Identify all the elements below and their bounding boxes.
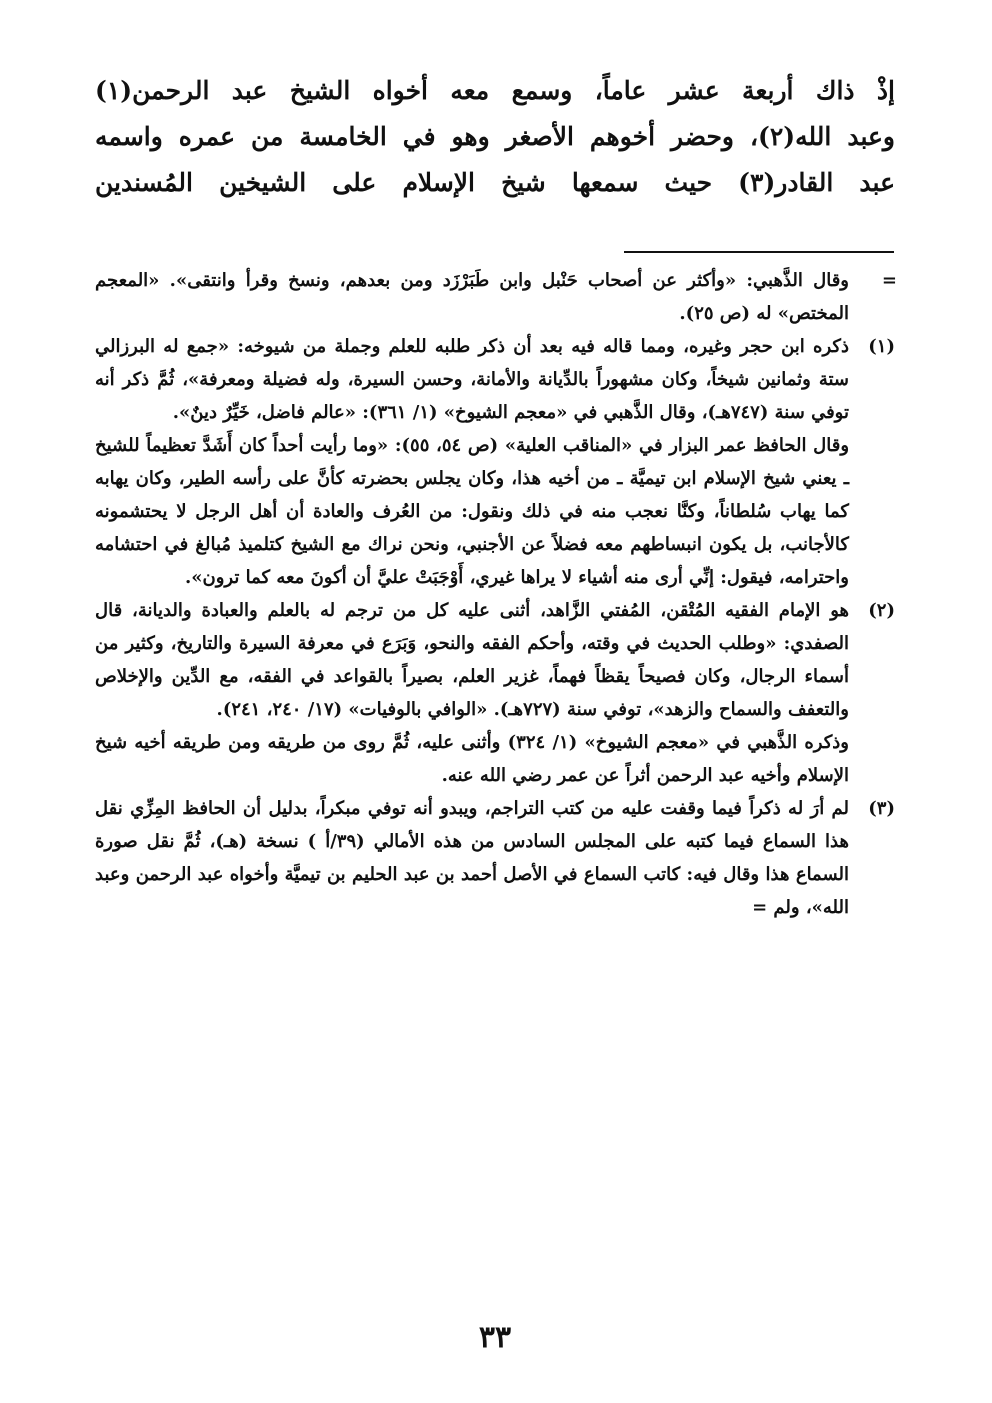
footnote-paragraph: ذكره ابن حجر وغيره، ومما قاله فيه بعد أن ذكر طلبه للعلم وجملة من شيوخه: «جمع له البرزالي ستة وثمانين شيخاً، وكان مشهوراً بالدِّيانة والأمانة، وحسن السيرة، وله فضيلة ومعرفة»، ثُمَّ ذكر أنه توفي سنة (٧٤٧هـ)، وقال الذَّهبي في «معجم الشيوخ» (١/ ٣٦١): «عالم فاضل، خَيِّرٌ دينٌ». (95, 336, 849, 423)
main-text-line: عبد القادر(٣) حيث سمعها شيخ الإسلام على الشيخين المُسندين (95, 168, 896, 197)
footnote-paragraph: هو الإمام الفقيه المُتْقن، المُفتي الزَّاهد، أثنى عليه كل من ترجم له بالعلم والعبادة والديانة، قال الصفدي: «وطلب الحديث في وقته، وأحكم الفقه والنحو، وَبَرَع في معرفة السيرة والتاريخ، وكثير من أسماء الرجال، وكان فصيحاً يقظاً فهماً، غزير العلم، بصيراً بالقواعد في الفقه، مع الدِّين والإخلاص والتعفف والسماح والزهد»، توفي سنة (٧٢٧هـ). «الوافي بالوفيات» (١٧/ ٢٤٠، ٢٤١). (95, 600, 849, 720)
footnotes (95, 264, 895, 924)
footnote-paragraph: لم أرَ له ذكراً فيما وقفت عليه من كتب التراجم، ويبدو أنه توفي مبكراً، بدليل أن الحافظ المِزِّي نقل هذا السماع فيما كتبه على المجلس السادس من هذه الأمالي (٣٩/أ ) نسخة (هـ)، ثُمَّ نقل صورة السماع هذا وقال فيه: كاتب السماع في الأصل أحمد بن عبد الحليم بن تيميَّة وأخواه عبد الرحمن وعبد الله»، ولم = (95, 798, 849, 918)
main-text (95, 68, 895, 206)
footnote-1 (95, 330, 895, 594)
footnote-2 (95, 594, 895, 792)
footnote-continuation (95, 264, 895, 330)
footnote-paragraph: وقال الحافظ عمر البزار في «المناقب العلية» (ص ٥٤، ٥٥): «وما رأيت أحداً كان أَشَدَّ تعظيماً للشيخ ـ يعني شيخ الإسلام ابن تيميَّة ـ من أخيه هذا، وكان يجلس بحضرته كأنَّ على رأسه الطير، وكان يهابه كما يهاب سُلطاناً، وكنَّا نعجب منه في ذلك ونقول: من العُرف والعادة أن أهل الرجل لا يحتشمونه كالأجانب، بل يكون انبساطهم معه فضلاً عن الأجنبي، ونحن نراك مع الشيخ كتلميذ مُبالغ في احتشامه واحترامه، فيقول: إنِّي أرى منه أشياء لا يراها غيري، أَوْجَبَتْ عليَّ أن أكونَ معه كما ترون». (95, 435, 850, 588)
footnote-number: (٣) (868, 798, 895, 819)
footnote-paragraph: وقال الذَّهبي: «وأكثر عن أصحاب حَنْبل وابن طَبَرْزَد ومن بعدهم، ونسخ وقرأ وانتقى». «المعجم المختص» له (ص ٢٥). (95, 270, 849, 324)
page-number: ٣٣ (478, 1320, 512, 1355)
main-text-line: وعبد الله(٢)، وحضر أخوهم الأصغر وهو في الخامسة من عمره واسمه (95, 122, 895, 151)
continuation-marker: = (881, 270, 897, 291)
footnote-paragraph: وذكره الذَّهبي في «معجم الشيوخ» (١/ ٣٢٤) وأثنى عليه، ثُمَّ روى من طريقه ومن طريقه أخيه شيخ الإسلام وأخيه عبد الرحمن أثراً عن عمر رضي الله عنه. (95, 732, 849, 786)
footnote-3 (95, 792, 895, 924)
main-text-line: إذْ ذاك أربعة عشر عاماً، وسمع معه أخواه الشيخ عبد الرحمن(١) (95, 76, 895, 105)
footnote-number: (١) (868, 336, 895, 357)
footnote-number: (٢) (868, 600, 895, 621)
footnote-separator (624, 251, 894, 253)
